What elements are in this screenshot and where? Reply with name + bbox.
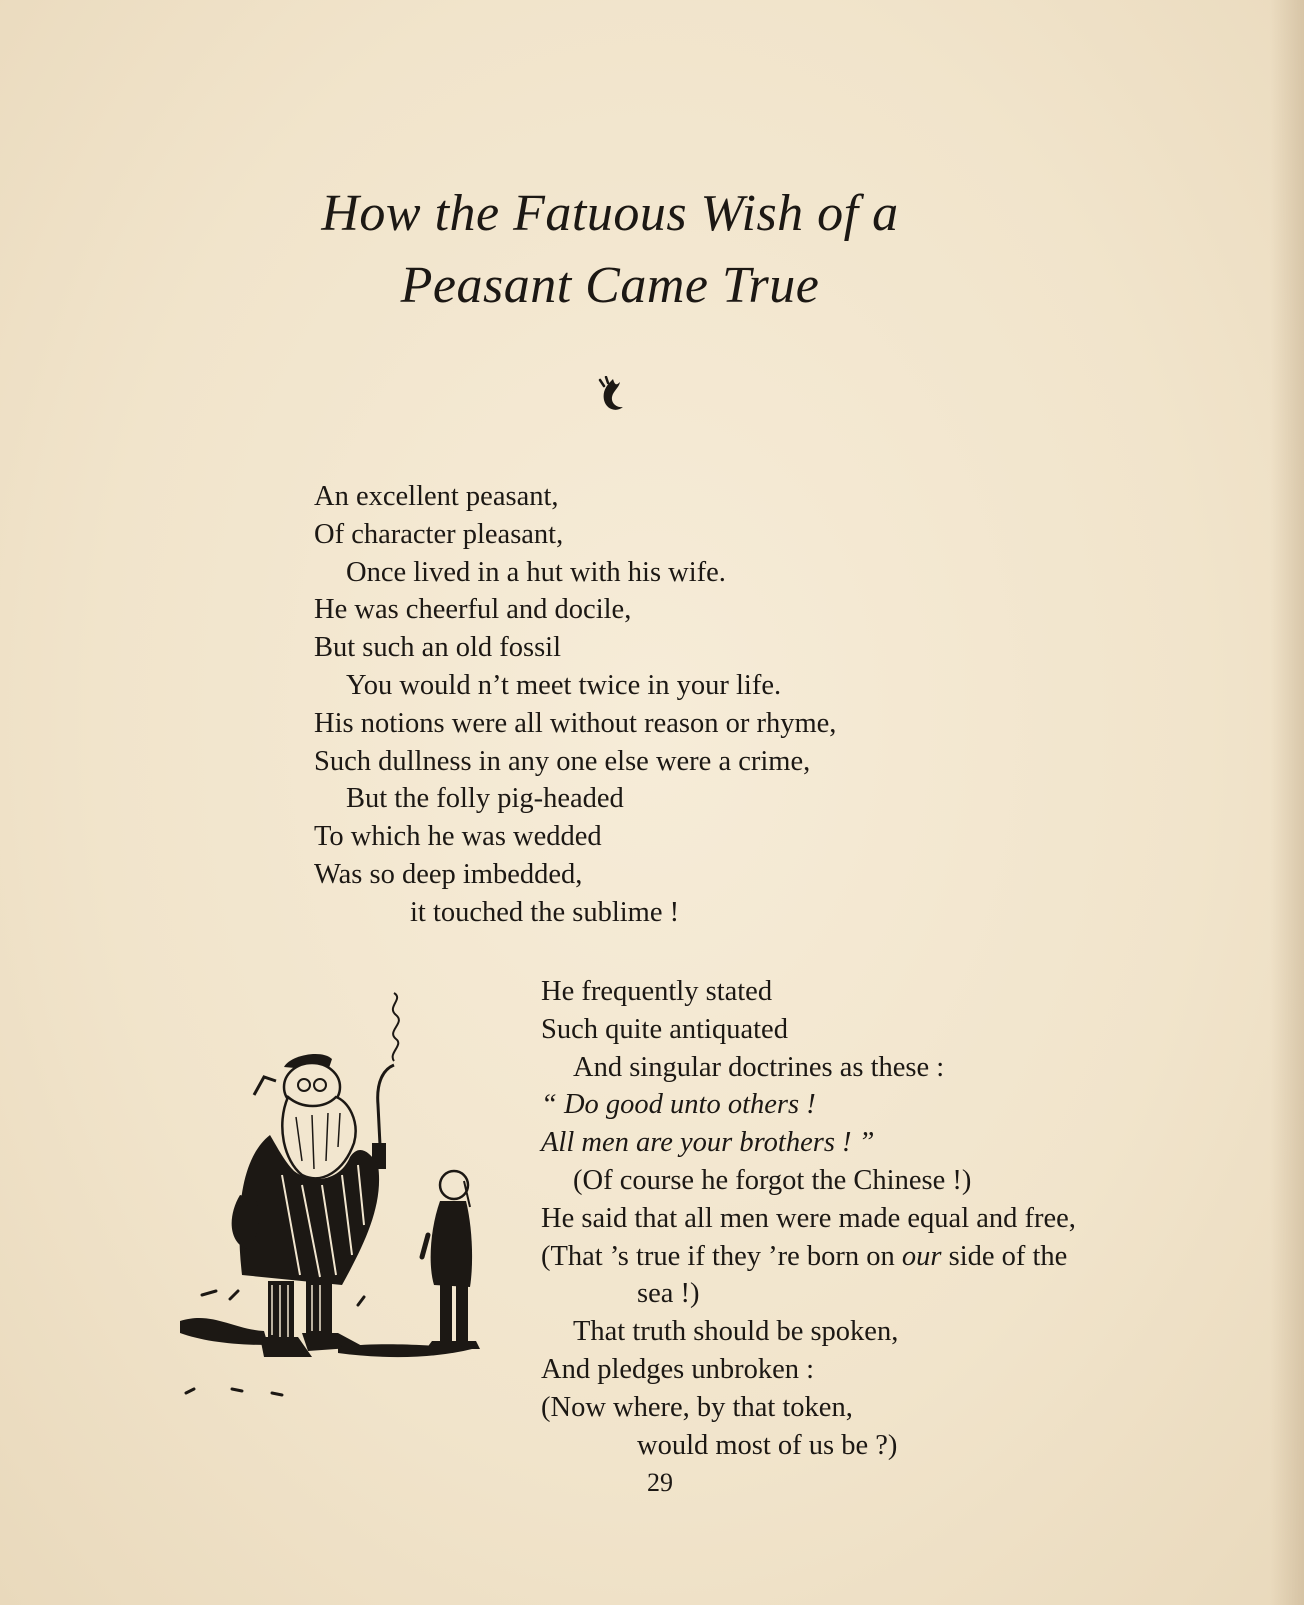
verse-line: Was so deep imbedded, xyxy=(314,858,583,890)
verse-segment: side of the xyxy=(941,1240,1068,1272)
verse-line: He frequently stated xyxy=(541,976,773,1007)
verse-line: Such quite antiquated xyxy=(541,1013,788,1045)
verse-line: But the folly pig-headed xyxy=(346,783,624,815)
verse-line: An excellent peasant, xyxy=(314,481,559,512)
verse-line: Once lived in a hut with his wife. xyxy=(346,556,726,588)
stanza-two xyxy=(541,973,1076,1464)
verse-segment: (That ’s true if they ’re born on xyxy=(541,1240,902,1272)
verse-line: He said that all men were made equal and free, xyxy=(541,1202,1076,1234)
verse-line xyxy=(541,1238,1076,1276)
verse-line: But such an old fossil xyxy=(314,632,561,664)
stanza-one xyxy=(314,478,836,932)
verse-line: His notions were all without reason or rhyme, xyxy=(314,707,837,739)
verse-line: would most of us be ?) xyxy=(637,1429,898,1461)
verse-line: And singular doctrines as these : xyxy=(573,1051,945,1083)
page-edge-shadow xyxy=(1270,0,1304,1605)
verse-line: To which he was wedded xyxy=(314,821,602,853)
verse-line: sea !) xyxy=(637,1278,700,1310)
verse-line: He was cheerful and docile, xyxy=(314,594,632,626)
page-number: 29 xyxy=(647,1468,673,1497)
verse-line: (Now where, by that token, xyxy=(541,1391,853,1423)
verse-line: Of character pleasant, xyxy=(314,518,564,550)
peasant-illustration xyxy=(172,985,502,1425)
verse-line: (Of course he forgot the Chinese !) xyxy=(573,1164,972,1196)
title-line-2: Peasant Came True xyxy=(400,257,820,314)
verse-line: That truth should be spoken, xyxy=(573,1316,899,1348)
poem-title xyxy=(240,178,980,322)
verse-line: And pledges unbroken : xyxy=(541,1353,815,1385)
verse-line-italic: All men are your brothers ! ” xyxy=(541,1127,875,1159)
verse-segment-italic: our xyxy=(901,1240,942,1272)
verse-line: You would n’t meet twice in your life. xyxy=(346,669,782,701)
verse-line-italic: “ Do good unto others ! xyxy=(541,1089,816,1121)
leaf-ornament-icon xyxy=(596,376,630,416)
verse-line: Such dullness in any one else were a crime, xyxy=(314,745,811,777)
verse-line: it touched the sublime ! xyxy=(410,896,680,928)
title-line-1: How the Fatuous Wish of a xyxy=(321,185,899,242)
